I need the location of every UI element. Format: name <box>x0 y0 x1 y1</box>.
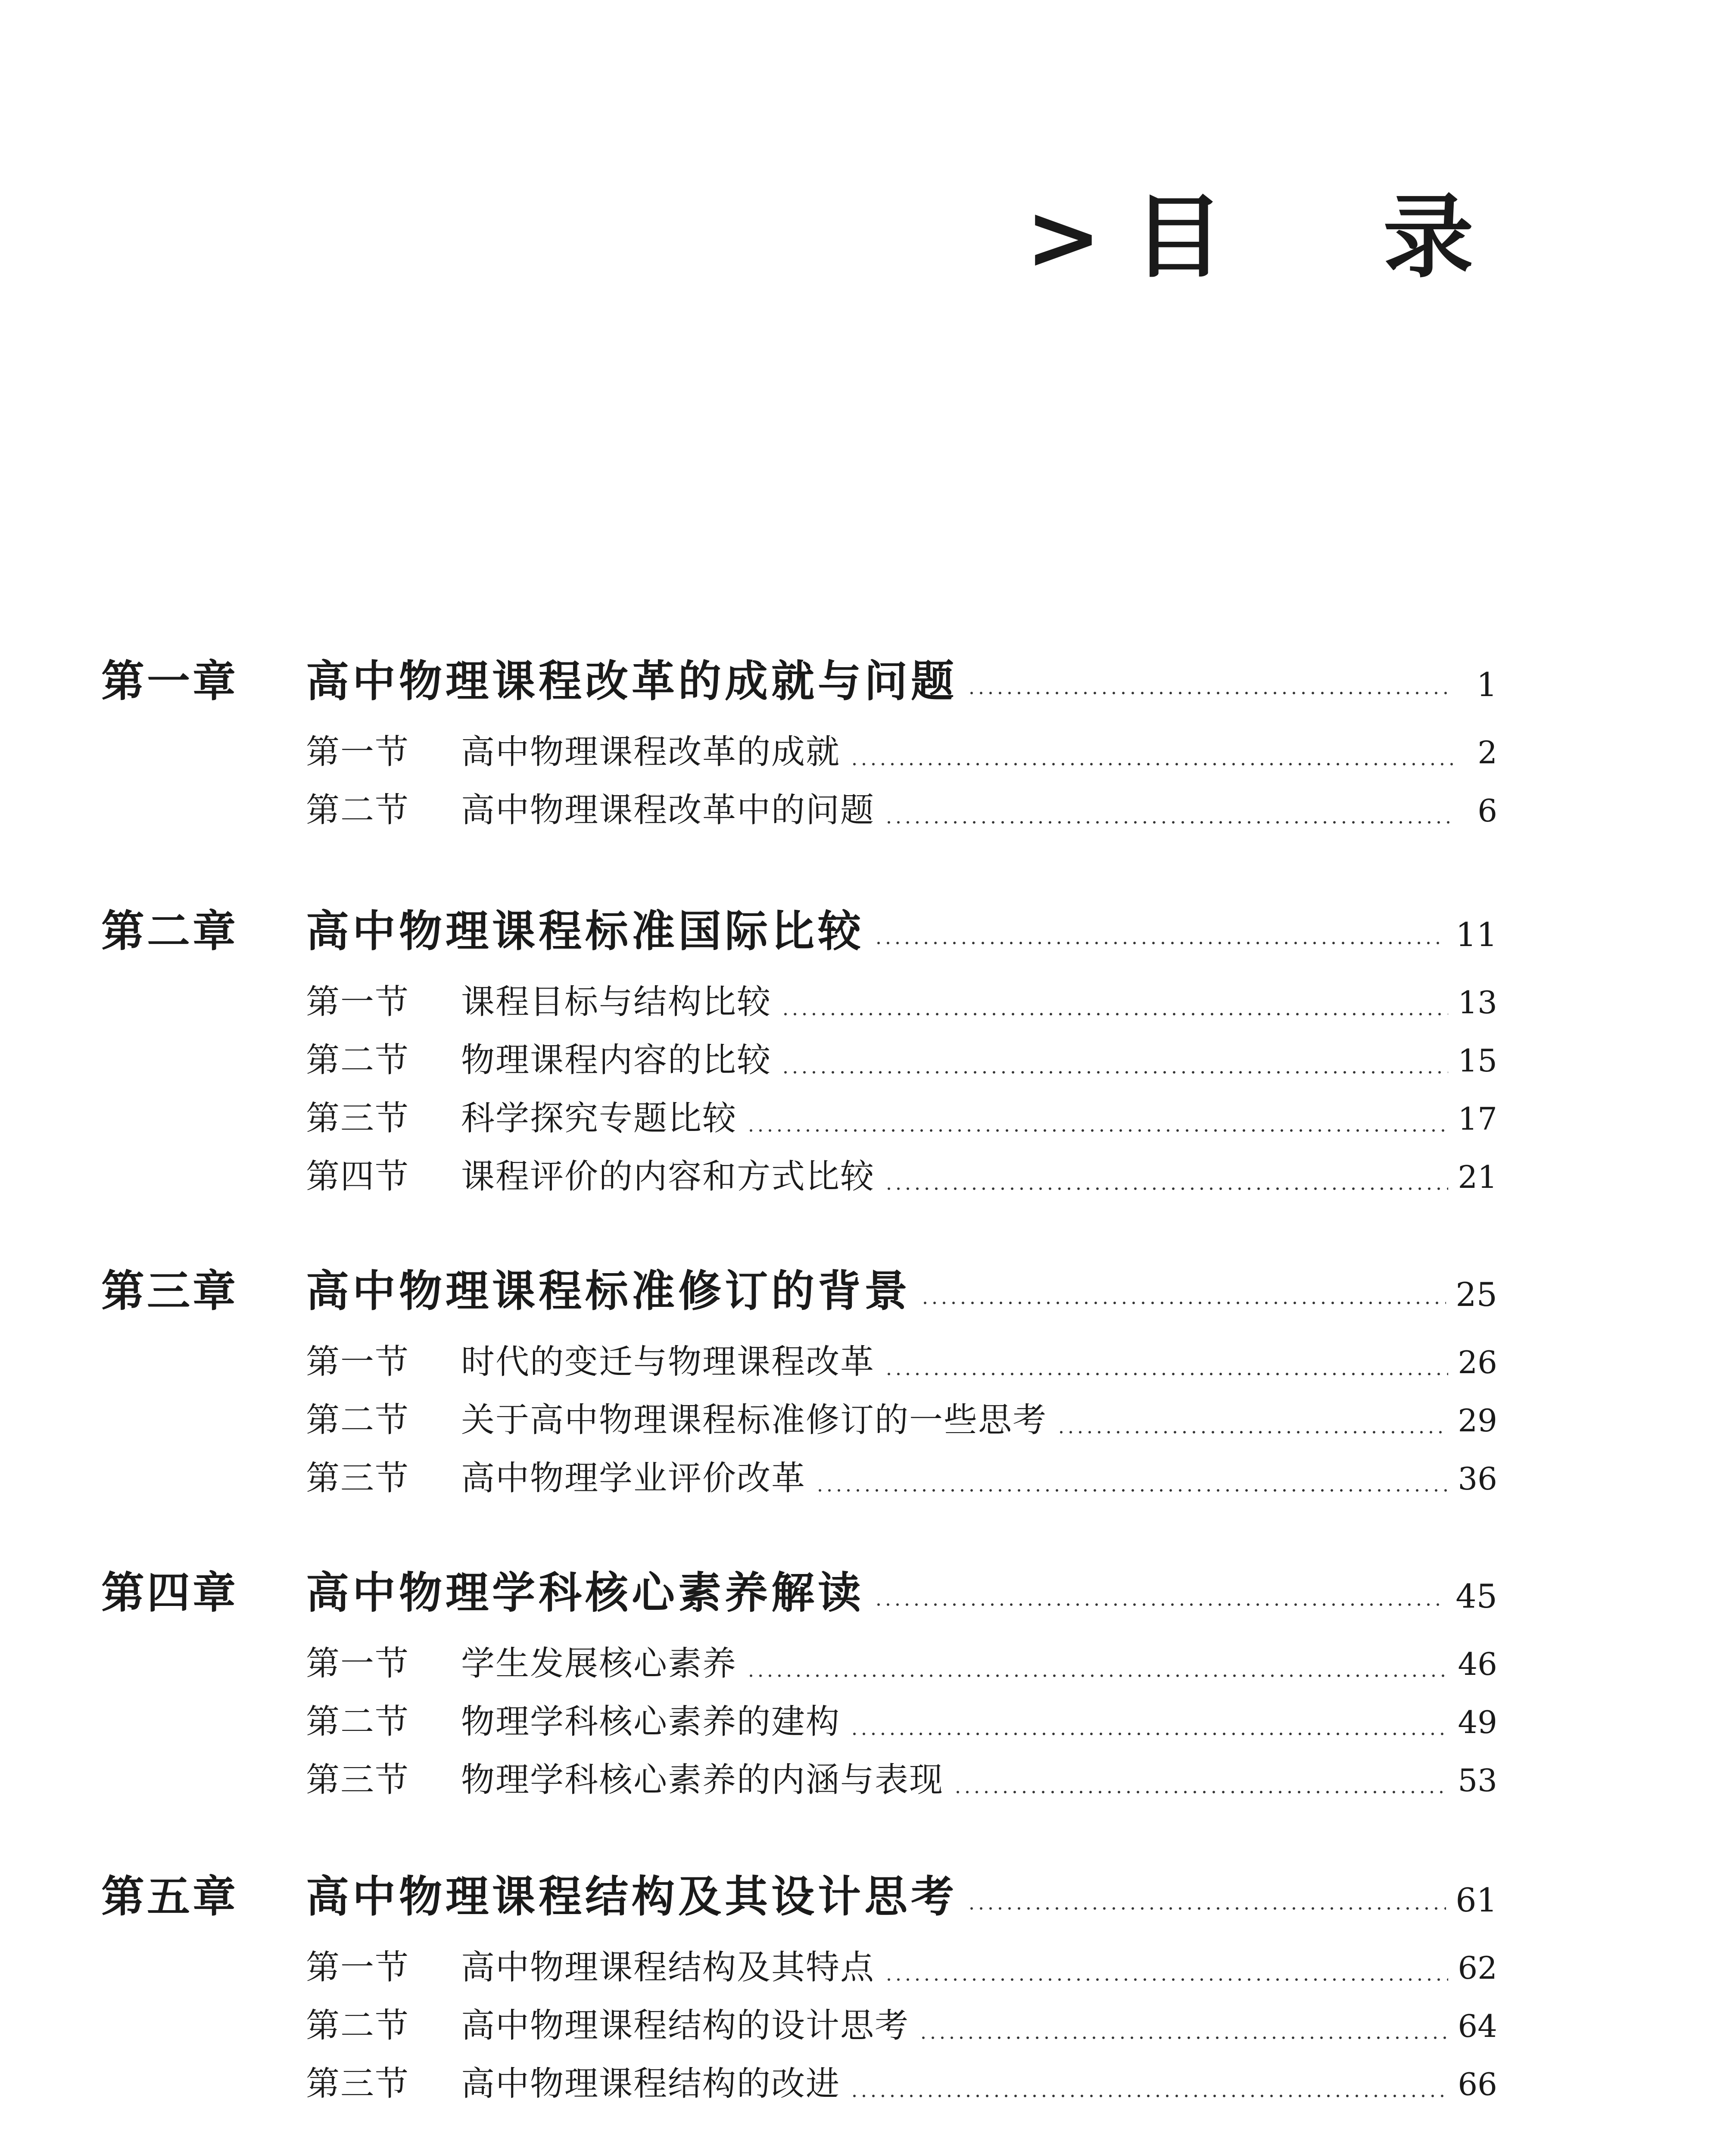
section-number: 第一节 <box>306 1948 410 1987</box>
page-number: 61 <box>1455 1881 1497 1919</box>
section-title: 物理学科核心素养的内涵与表现 <box>461 1761 944 1799</box>
section-number: 第一节 <box>306 1644 410 1683</box>
section-number: 第二节 <box>306 1401 410 1440</box>
toc-section-1-2[interactable] <box>306 782 1497 838</box>
dot-leader <box>746 1674 1448 1678</box>
dot-leader <box>874 1602 1446 1607</box>
page-number: 46 <box>1458 1646 1497 1682</box>
section-title: 科学探究专题比较 <box>461 1099 737 1138</box>
page-number: 17 <box>1458 1101 1497 1137</box>
dot-leader <box>781 1012 1448 1016</box>
section-title: 高中物理课程改革的成就 <box>461 733 841 771</box>
dot-leader <box>884 1977 1448 1982</box>
section-number: 第二节 <box>306 2006 410 2045</box>
section-title: 关于高中物理课程标准修订的一些思考 <box>461 1401 1047 1440</box>
title-char-lu: 录 <box>1383 184 1474 290</box>
dot-leader <box>967 691 1453 695</box>
toc-section-1-1[interactable] <box>306 724 1497 780</box>
dot-leader <box>815 1488 1448 1493</box>
section-title: 学生发展核心素养 <box>461 1644 737 1683</box>
chapter-number: 第五章 <box>101 1871 238 1922</box>
page-number: 36 <box>1458 1461 1497 1497</box>
page-number: 21 <box>1458 1159 1497 1195</box>
page-number: 25 <box>1455 1275 1497 1314</box>
title-char-mu: 目 <box>1133 184 1224 290</box>
section-number: 第一节 <box>306 983 410 1021</box>
section-title: 物理课程内容的比较 <box>461 1041 772 1080</box>
section-title: 高中物理课程结构的设计思考 <box>461 2006 910 2045</box>
dot-leader <box>850 2094 1448 2098</box>
page-number: 6 <box>1477 793 1497 829</box>
section-number: 第三节 <box>306 2064 410 2103</box>
dot-leader <box>967 1906 1446 1911</box>
chapter-number: 第二章 <box>101 906 238 956</box>
chapter-title: 高中物理课程改革的成就与问题 <box>306 656 957 706</box>
page-number: 49 <box>1458 1704 1497 1740</box>
section-number: 第二节 <box>306 791 410 830</box>
dot-leader <box>850 1732 1448 1736</box>
dot-leader <box>884 1372 1448 1376</box>
toc-section-5-3[interactable] <box>306 2056 1497 2112</box>
page-number: 15 <box>1458 1043 1497 1079</box>
chapter-number: 第四章 <box>101 1567 238 1618</box>
toc-chapter-2[interactable] <box>101 899 1497 963</box>
section-number: 第一节 <box>306 733 410 771</box>
page-number: 11 <box>1455 915 1497 954</box>
chapter-number: 第三章 <box>101 1265 238 1316</box>
toc-chapter-5[interactable] <box>101 1864 1497 1929</box>
section-number: 第三节 <box>306 1099 410 1138</box>
dot-leader <box>884 1187 1448 1191</box>
toc-section-3-3[interactable] <box>306 1450 1497 1506</box>
chapter-number: 第一章 <box>101 656 238 706</box>
section-number: 第一节 <box>306 1343 410 1381</box>
dot-leader <box>920 1301 1446 1305</box>
page-number: 66 <box>1458 2066 1497 2102</box>
dot-leader <box>850 762 1453 766</box>
section-title: 课程目标与结构比较 <box>461 983 772 1021</box>
toc-section-2-3[interactable] <box>306 1090 1497 1146</box>
dot-leader <box>884 820 1453 825</box>
section-title: 时代的变迁与物理课程改革 <box>461 1343 875 1381</box>
chapter-title: 高中物理课程标准修订的背景 <box>306 1265 911 1316</box>
dot-leader <box>1057 1430 1448 1434</box>
toc-section-5-2[interactable] <box>306 1998 1497 2054</box>
section-number: 第二节 <box>306 1041 410 1080</box>
toc-section-4-1[interactable] <box>306 1636 1497 1692</box>
section-title: 物理学科核心素养的建构 <box>461 1702 841 1741</box>
page-number: 62 <box>1458 1950 1497 1986</box>
toc-chapter-4[interactable] <box>101 1560 1497 1625</box>
section-title: 高中物理课程结构的改进 <box>461 2064 841 2103</box>
toc-section-2-4[interactable] <box>306 1149 1497 1205</box>
section-number: 第四节 <box>306 1157 410 1196</box>
toc-chapter-1[interactable] <box>101 649 1497 713</box>
section-number: 第三节 <box>306 1761 410 1799</box>
dot-leader <box>746 1128 1448 1133</box>
page-number: 45 <box>1455 1577 1497 1615</box>
toc-section-5-1[interactable] <box>306 1940 1497 1996</box>
page-number: 53 <box>1458 1762 1497 1799</box>
toc-chapter-3[interactable] <box>101 1259 1497 1323</box>
dot-leader <box>874 941 1446 945</box>
section-title: 课程评价的内容和方式比较 <box>461 1157 875 1196</box>
page-number: 13 <box>1458 984 1497 1021</box>
toc-section-4-3[interactable] <box>306 1752 1497 1808</box>
page-number: 2 <box>1477 734 1497 771</box>
toc-section-4-2[interactable] <box>306 1694 1497 1750</box>
page-number: 26 <box>1458 1344 1497 1380</box>
dot-leader <box>919 2036 1448 2040</box>
dot-leader <box>781 1070 1448 1074</box>
page-number: 1 <box>1476 665 1497 704</box>
chapter-title: 高中物理学科核心素养解读 <box>306 1567 864 1618</box>
section-number: 第二节 <box>306 1702 410 1741</box>
toc-section-3-2[interactable] <box>306 1392 1497 1448</box>
section-number: 第三节 <box>306 1459 410 1498</box>
page-number: 64 <box>1458 2008 1497 2044</box>
toc-section-3-1[interactable] <box>306 1334 1497 1390</box>
section-title: 高中物理课程结构及其特点 <box>461 1948 875 1987</box>
chapter-title: 高中物理课程结构及其设计思考 <box>306 1871 957 1922</box>
section-title: 高中物理学业评价改革 <box>461 1459 806 1498</box>
chapter-title: 高中物理课程标准国际比较 <box>306 906 864 956</box>
toc-section-2-2[interactable] <box>306 1032 1497 1088</box>
section-title: 高中物理课程改革中的问题 <box>461 791 875 830</box>
toc-section-2-1[interactable] <box>306 974 1497 1030</box>
dot-leader <box>953 1790 1448 1794</box>
title-arrow: > <box>1025 184 1101 290</box>
page-number: 29 <box>1458 1402 1497 1439</box>
